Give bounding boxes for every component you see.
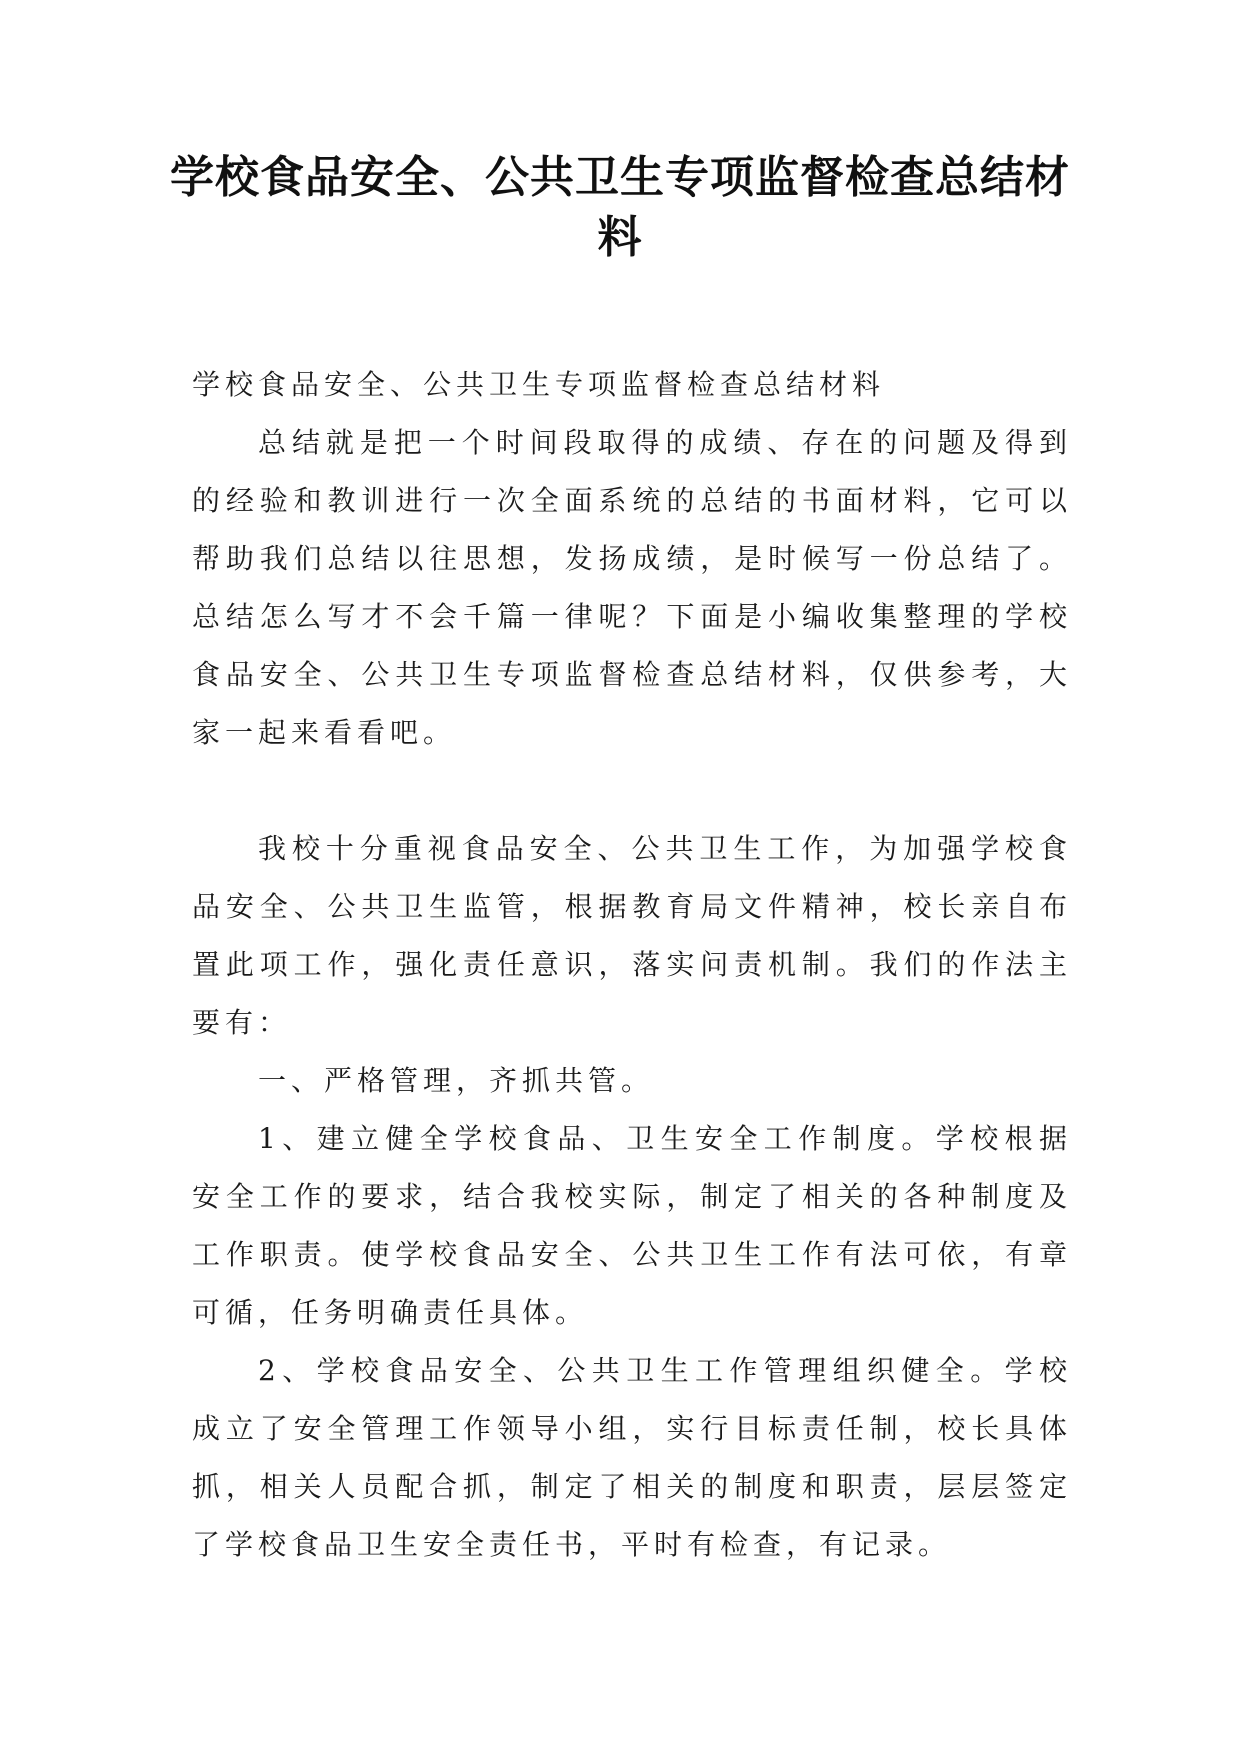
document-body [192, 356, 1072, 1574]
overview-paragraph: 我校十分重视食品安全、公共卫生工作，为加强学校食品安全、公共卫生监管，根据教育局文件精神，校长亲自布置此项工作，强化责任意识，落实问责机制。我们的作法主要有： [192, 832, 1072, 1039]
subtitle-paragraph: 学校食品安全、公共卫生专项监督检查总结材料 [192, 368, 886, 401]
paragraph-spacer [192, 762, 1072, 820]
item-paragraph-2: 2、学校食品安全、公共卫生工作管理组织健全。学校成立了安全管理工作领导小组，实行目标责任制，校长具体抓，相关人员配合抓，制定了相关的制度和职责，层层签定了学校食品卫生安全责任书，平时有检查，有记录。 [192, 1354, 1072, 1561]
intro-paragraph: 总结就是把一个时间段取得的成绩、存在的问题及得到的经验和教训进行一次全面系统的总结的书面材料，它可以帮助我们总结以往思想，发扬成绩，是时候写一份总结了。总结怎么写才不会千篇一律呢？下面是小编收集整理的学校食品安全、公共卫生专项监督检查总结材料，仅供参考，大家一起来看看吧。 [192, 426, 1072, 749]
section-heading-1: 一、严格管理，齐抓共管。 [258, 1064, 655, 1097]
document-title: 学校食品安全、公共卫生专项监督检查总结材料 [170, 152, 1070, 263]
item-paragraph-1: 1、建立健全学校食品、卫生安全工作制度。学校根据安全工作的要求，结合我校实际，制定了相关的各种制度及工作职责。使学校食品安全、公共卫生工作有法可依，有章可循，任务明确责任具体。 [192, 1122, 1072, 1329]
